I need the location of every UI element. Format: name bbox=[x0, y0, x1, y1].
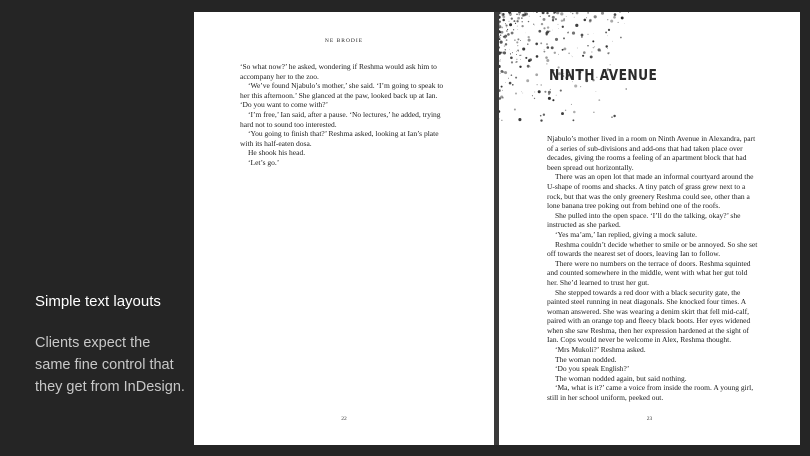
slide-title: Simple text layouts bbox=[35, 293, 161, 310]
slide-body-text: Clients expect the same fine control that they get from InDesign. bbox=[35, 335, 185, 395]
paragraph: ‘You going to finish that?’ Reshma asked, looking at Ian’s plate with its half-eaten dosa. bbox=[240, 129, 439, 148]
paragraph: ‘We’ve found Njabulo’s mother,’ she said. ‘I’m going to speak to her this afternoon.’ She glanced at the paw, looked back up at Ian. ‘Do you want to come with?’ bbox=[240, 81, 444, 110]
paragraph: The woman nodded. bbox=[555, 354, 617, 364]
paragraph: The woman nodded again, but said nothing. bbox=[555, 373, 687, 383]
left-book-page bbox=[194, 12, 494, 445]
right-page-text bbox=[547, 134, 759, 403]
paragraph: She pulled into the open space. ‘I’ll do the talking, okay?’ she instructed as she parked. bbox=[547, 210, 741, 230]
paragraph: He shook his head. bbox=[248, 148, 306, 158]
paragraph: ‘Yes ma’am,’ Ian replied, giving a mock salute. bbox=[555, 229, 697, 239]
right-book-page bbox=[499, 12, 800, 445]
paragraph: ‘I’m free,’ Ian said, after a pause. ‘No lectures,’ he added, trying hard not to sound too interested. bbox=[240, 109, 441, 129]
paragraph: ‘Mrs Mukoli?’ Reshma asked. bbox=[555, 345, 646, 355]
paragraph: Njabulo’s mother lived in a room on Ninth Avenue in Alexandra, part of a series of sub-divisions and add-ons that had taken place over decades, giving the rooms a feeling of an apartment block that had been spread out horizontally. bbox=[547, 134, 756, 172]
paragraph: ‘Do you speak English?’ bbox=[555, 364, 630, 374]
paragraph: ‘Let’s go.’ bbox=[248, 157, 280, 167]
paragraph: ‘So what now?’ he asked, wondering if Reshma would ask him to accompany her to the zoo. bbox=[240, 62, 437, 81]
slide-left-panel bbox=[0, 0, 193, 456]
paragraph: She stepped towards a red door with a black security gate, the painted steel running in neat diagonals. She knocked four times. A woman answered. She was wearing a denim skirt that fell mid-calf, paired with an orange top and fleecy black boots. Her eyes widened when she saw Reshma, then her expression hardened at the sight of Ian. Cops would never be welcome in Alex, Reshma thought. bbox=[547, 287, 751, 345]
left-page-number: 22 bbox=[341, 416, 347, 422]
paragraph: Reshma couldn’t decide whether to smile or be annoyed. So she set off towards the nearest set of doors, leaving Ian to follow. bbox=[547, 239, 758, 259]
paragraph: There were no numbers on the terrace of doors. Reshma squinted and counted somewhere in the middle, went with what her gut told her. She’d learned to trust her gut. bbox=[547, 258, 751, 287]
right-page-number: 23 bbox=[646, 416, 653, 422]
running-head: NE BRODIE bbox=[324, 38, 364, 44]
left-page-text bbox=[240, 62, 450, 168]
paragraph: ‘Ma, what is it?’ came a voice from inside the room. A young girl, still in her school uniform, peeked out. bbox=[547, 383, 754, 403]
paragraph: There was an open lot that made an informal courtyard around the U-shape of rooms and shacks. A tiny patch of grass grew next to a rock, but that was the only greenery Reshma could see, other than a lone banana tree poking out from behind one of the roofs. bbox=[547, 172, 754, 211]
chapter-title: NINTH AVENUE bbox=[549, 66, 658, 84]
